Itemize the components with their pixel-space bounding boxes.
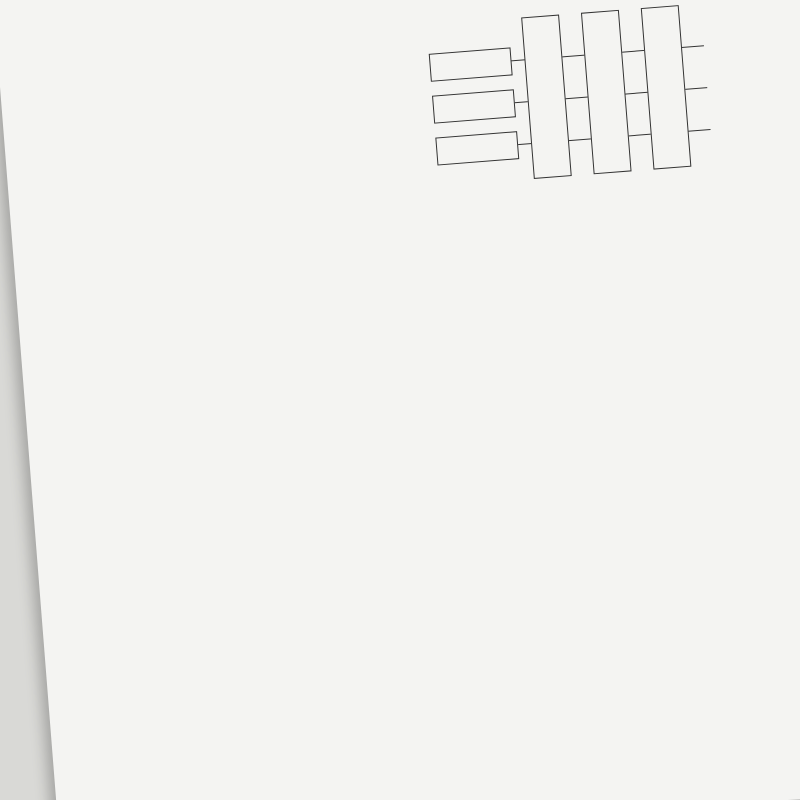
aop-figure [421, 3, 721, 225]
service-c-box [435, 131, 519, 165]
section-number [25, 18, 27, 43]
service-b-box [432, 89, 516, 123]
aspect-label [659, 87, 673, 88]
service-a-box [429, 47, 513, 81]
section-title [43, 17, 45, 42]
page-content [24, 0, 721, 256]
aspect-logging-band [581, 10, 632, 174]
aspect-transaction-band [641, 5, 692, 169]
aspect-label [539, 96, 553, 97]
aspect-security-band [521, 15, 572, 179]
aspect-label [599, 92, 613, 93]
